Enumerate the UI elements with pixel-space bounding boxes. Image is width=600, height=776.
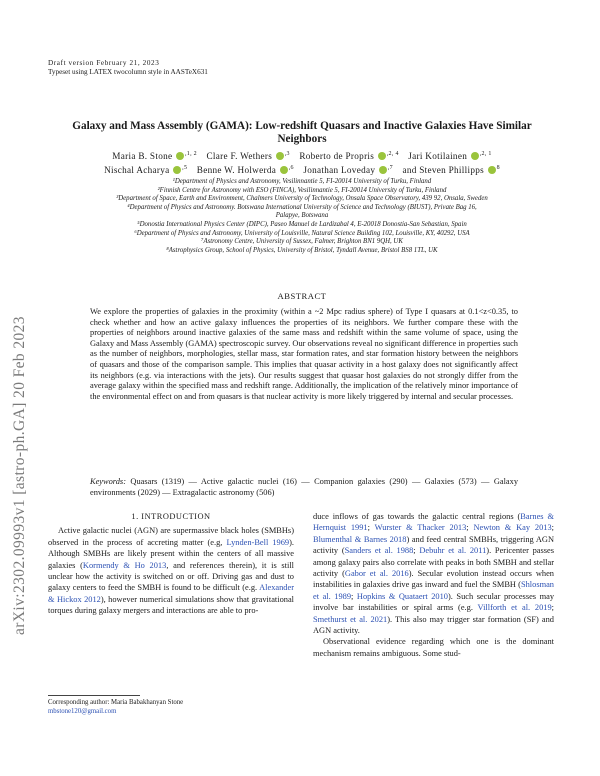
orcid-icon[interactable] [176,152,184,160]
citation-link[interactable]: Gabor et al. 2016 [344,569,409,579]
affiliation-marks: ,1, 2 [184,151,197,157]
body-text: ; [351,591,357,601]
affiliation: ²Finnish Centre for Astronomy with ESO (FINCA), Vesilinnantie 5, FI-20014 University of Turku, Finland [157,186,447,194]
affiliation: ³Department of Space, Earth and Environment, Chalmers University of Technology, Onsala Space Observatory, 439 92, Onsala, Sweden [116,195,488,203]
author-line [48,149,556,163]
citation-link[interactable]: Smethurst et al. 2021 [313,614,388,624]
author-name: Roberto de Propris [299,151,377,162]
citation-link[interactable]: Sanders et al. 1988 [344,546,414,556]
citation-link[interactable]: Hopkins & Quataert 2010 [356,591,448,601]
affiliation-marks: ,2, 4 [386,151,399,157]
body-text: , and references therein), it is still unclear how the activity is switched on or off. Driving gas and dust to galaxy centers to feed the SMBH is found to be difficult (e.g. [48,560,294,593]
section-heading-introduction: 1. INTRODUCTION [131,512,211,521]
author-email-link[interactable]: mbstone120@gmail.com [48,708,117,715]
affiliation-marks: ,5 [182,164,188,171]
affiliation: ⁷Astronomy Centre, University of Sussex, Falmer, Brighton BN1 9QH, UK [201,238,403,246]
footnote [48,698,183,716]
orcid-icon[interactable] [280,166,288,174]
body-text: ; [367,523,375,533]
column-left [48,511,294,617]
intro-paragraph [48,525,294,616]
typeset-note: Typeset using LATEX twocolumn style in AASTeX631 [48,68,208,76]
orcid-icon[interactable] [488,166,496,174]
citation-link[interactable]: Wurster & Thacker 2013 [374,523,467,533]
citation-link[interactable]: Lynden-Bell 1969 [226,537,290,547]
keywords-text: Quasars (1319) — Active galactic nuclei (16) — Companion galaxies (290) — Galaxies (573) — Galaxy environments (2029) — Extragalactic astronomy (506) [90,477,519,497]
affiliation: ⁵Donostia International Physics Center (DIPC), Paseo Manuel de Lardizabal 4, E-20018 Donostia-San Sebastian, Spain [137,220,467,228]
author-list [48,149,556,176]
citation-link[interactable]: Shlosman et al. 1989 [313,580,554,601]
citation-link[interactable]: Kormendy & Ho 2013 [82,560,167,570]
keywords [90,476,518,498]
body-text: ) and feed central SMBHs, triggering AGN activity ( [313,534,554,556]
orcid-icon[interactable] [471,152,479,160]
affiliation: ⁴Department of Physics and Astronomy. Botswana International University of Science and Technology (BIUST), Private Bag 16, [127,203,477,211]
affiliation: ⁸Astrophysics Group, School of Physics, University of Bristol, Tyndall Avenue, Bristol BS8 1TL, UK [166,246,438,254]
affiliation-marks: ,7 [387,164,393,171]
body-text: ; [551,523,554,533]
author-name: Jonathan Loveday [303,164,378,175]
keywords-label: Keywords: [90,477,126,486]
orcid-icon[interactable] [379,166,387,174]
affiliation-marks: 8 [496,164,500,171]
author-name: Maria B. Stone [112,151,175,162]
page-header [48,59,208,77]
body-text: ). Secular evolution instead occurs when instabilities in galaxies drive gas inward and fuel the SMBH ( [313,569,554,590]
author-name: Clare F. Wethers [206,151,275,162]
affiliation-marks: ,3 [284,151,290,157]
arxiv-identifier: arXiv:2302.09993v1 [astro-ph.GA] 20 Feb 2023 [11,316,28,635]
affiliation: ⁶Department of Physics and Astronomy, University of Louisville, Natural Science Building 102, Louisville, KY, 40292, USA [134,229,470,237]
footnote-rule [48,695,140,696]
abstract-text: We explore the properties of galaxies in the proximity (within a ~2 Mpc radius sphere) of Type I quasars at 0.1<z<0.35, to check whether and how an active galaxy influences the properties of its neighbors. We further compare these with the properties of neighbors around inactive galaxies of the same mass and redshift within the same volume of space, using the Galaxy and Mass Assembly (GAMA) spectroscopic survey. Our observations reveal no significant difference in properties such as the number of neighbors, morphologies, stellar mass, star formation rates, and star formation history between the neighbors of quasars and those of the comparison sample. This implies that quasar activity in a host galaxy does not significantly affect its neighbors (e.g. via interactions with the jets). Our results suggest that quasar host galaxies do not strongly differ from the average galaxy within the specified mass and redshift range. Additionally, the implication of the relatively minor importance of the environmental effect on and from quasars is that nuclear activity is more likely triggered by internal and secular processes. [90,307,518,401]
draft-version: Draft version February 21, 2023 [48,59,160,67]
citation-link[interactable]: Barnes & Hernquist 1991 [313,512,554,533]
author-name: Jari Kotilainen [408,151,470,162]
body-text: ). Pericenter passes among galaxy pairs also correlate with peaks in both SMBH and stellar activity ( [313,546,554,579]
corresponding-author: Corresponding author: Maria Babakhanyan Stone [48,699,184,706]
affiliation-marks: ,6 [288,164,294,171]
body-text: ). Although SMBHs are likely present within the centers of all massive galaxies ( [48,537,294,570]
affiliation: Palapye, Botswana [275,212,329,220]
author-name: Nischal Acharya [104,164,173,175]
affiliation-marks: ,2, 1 [479,151,492,157]
author-name: and Steven Phillipps [402,164,487,175]
body-text: ), however numerical simulations show that gravitational torques during galaxy mergers and interactions are able to pro- [48,594,294,616]
body-text: ). This also may trigger star formation (SF) and AGN activity. [313,614,554,636]
orcid-icon[interactable] [378,152,386,160]
body-text: Active galactic nuclei (AGN) are supermassive black holes (SMBHs) observed in the process of accreting matter (e.g, [48,526,294,547]
body-text: duce inflows of gas towards the galactic central regions ( [313,512,521,521]
paper-title: Galaxy and Mass Assembly (GAMA): Low-redshift Quasars and Inactive Galaxies Have Similar Neighbors [72,120,532,145]
abstract-heading: ABSTRACT [277,291,327,301]
citation-link[interactable]: Villforth et al. 2019 [477,603,552,613]
column-right [313,511,554,659]
intro-paragraph-continued [313,511,554,636]
citation-link[interactable]: Blumenthal & Barnes 2018 [313,534,407,544]
body-text: ; [466,523,474,533]
orcid-icon[interactable] [173,166,181,174]
body-text: ; [551,603,554,613]
author-line [48,163,556,177]
body-text: ; [413,546,420,556]
intro-paragraph: Observational evidence regarding which one is the dominant mechanism remains ambiguous. Some stud- [313,637,554,658]
citation-link[interactable]: Debuhr et al. 2011 [419,546,487,556]
body-text: ). Such secular processes may involve bar instabilities or spiral arms (e.g. [313,591,555,613]
arxiv-stamp [6,195,32,635]
citation-link[interactable]: Newton & Kay 2013 [473,523,552,533]
affiliation-list [48,178,556,255]
author-name: Benne W. Holwerda [196,164,279,175]
affiliation: ¹Department of Physics and Astronomy, Vesilinnantie 5, FI-20014 University of Turku, Finland [172,178,432,185]
orcid-icon[interactable] [276,152,284,160]
citation-link[interactable]: Alexander & Hickox 2012 [48,583,294,604]
